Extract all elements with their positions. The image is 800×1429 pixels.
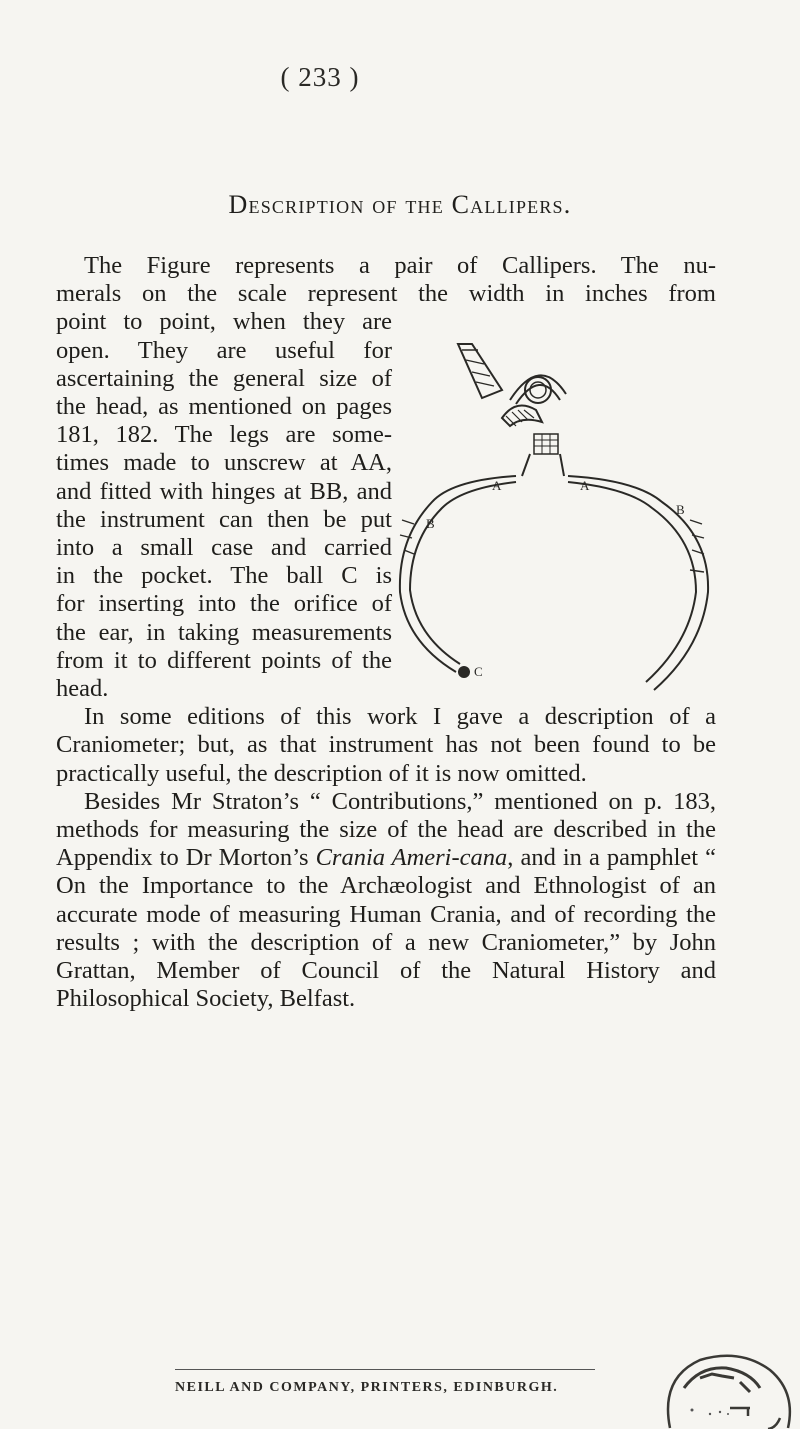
text-line: point to point, when they are — [56, 308, 392, 336]
left-leg — [400, 476, 516, 672]
ear-ball — [458, 666, 470, 678]
printer-imprint: NEILL AND COMPANY, PRINTERS, EDINBURGH. — [175, 1380, 559, 1395]
label-a-right: A — [580, 478, 590, 493]
text-line: for inserting into the orifice of — [56, 590, 392, 618]
label-c: C — [474, 664, 483, 679]
text-line: times made to unscrew at AA, — [56, 449, 392, 477]
right-leg — [568, 476, 708, 690]
text-line: into a small case and carried — [56, 534, 392, 562]
scale-plate-left — [458, 344, 502, 398]
text-line: 181, 182. The legs are some- — [56, 421, 392, 449]
label-a-left: A — [492, 478, 502, 493]
text-line: head. — [56, 675, 109, 703]
paragraph-craniometer: In some editions of this work I gave a description of a Craniometer; but, as that instrument has not been found to be practically useful, the description of it is now omitted. — [56, 703, 716, 787]
text-line: open. They are useful for — [56, 336, 392, 364]
text-line: merals on the scale represent the width in inches from — [56, 280, 716, 308]
book-title-crania-americana: Crania Ameri-cana — [315, 844, 508, 872]
callipers-figure — [392, 330, 728, 712]
footer-rule — [175, 1369, 595, 1370]
label-b-left: B — [426, 516, 435, 531]
text-line: from it to different points of the — [56, 646, 392, 674]
text-line: ascertaining the general size of — [56, 364, 392, 392]
references-text-start: Besides Mr Straton’s “ Contributions,” mentioned on p. 183, methods for measuring the size of the head are described in the Appendix to Dr Morton’s — [56, 787, 716, 872]
text-line: the ear, in taking measurements — [56, 618, 392, 646]
library-stamp — [600, 1348, 800, 1429]
text-line: and fitted with hinges at BB, and — [56, 477, 392, 505]
page-number: ( 233 ) — [280, 62, 360, 92]
scale-arc-hatched — [502, 406, 542, 427]
text-line: the head, as mentioned on pages — [56, 393, 392, 421]
label-b-right: B — [676, 502, 685, 517]
text-line: the instrument can then be put — [56, 505, 392, 533]
scale-box — [534, 434, 558, 454]
section-heading: Description of the Callipers. — [228, 190, 572, 219]
paragraph-references — [56, 788, 716, 1014]
text-line: The Figure represents a pair of Callipers. The nu- — [84, 252, 716, 279]
references-text-end: , and in a pamphlet “ On the Importance to the Archæologist and Ethnologist of an accurate mode of measuring Human Crania, and of recording the results ; with the description of a new Craniometer,” by John Grattan, Member of Council of the Natural History and Philosophical Society, Belfast. — [56, 844, 716, 1013]
text-line: in the pocket. The ball C is — [56, 562, 392, 590]
